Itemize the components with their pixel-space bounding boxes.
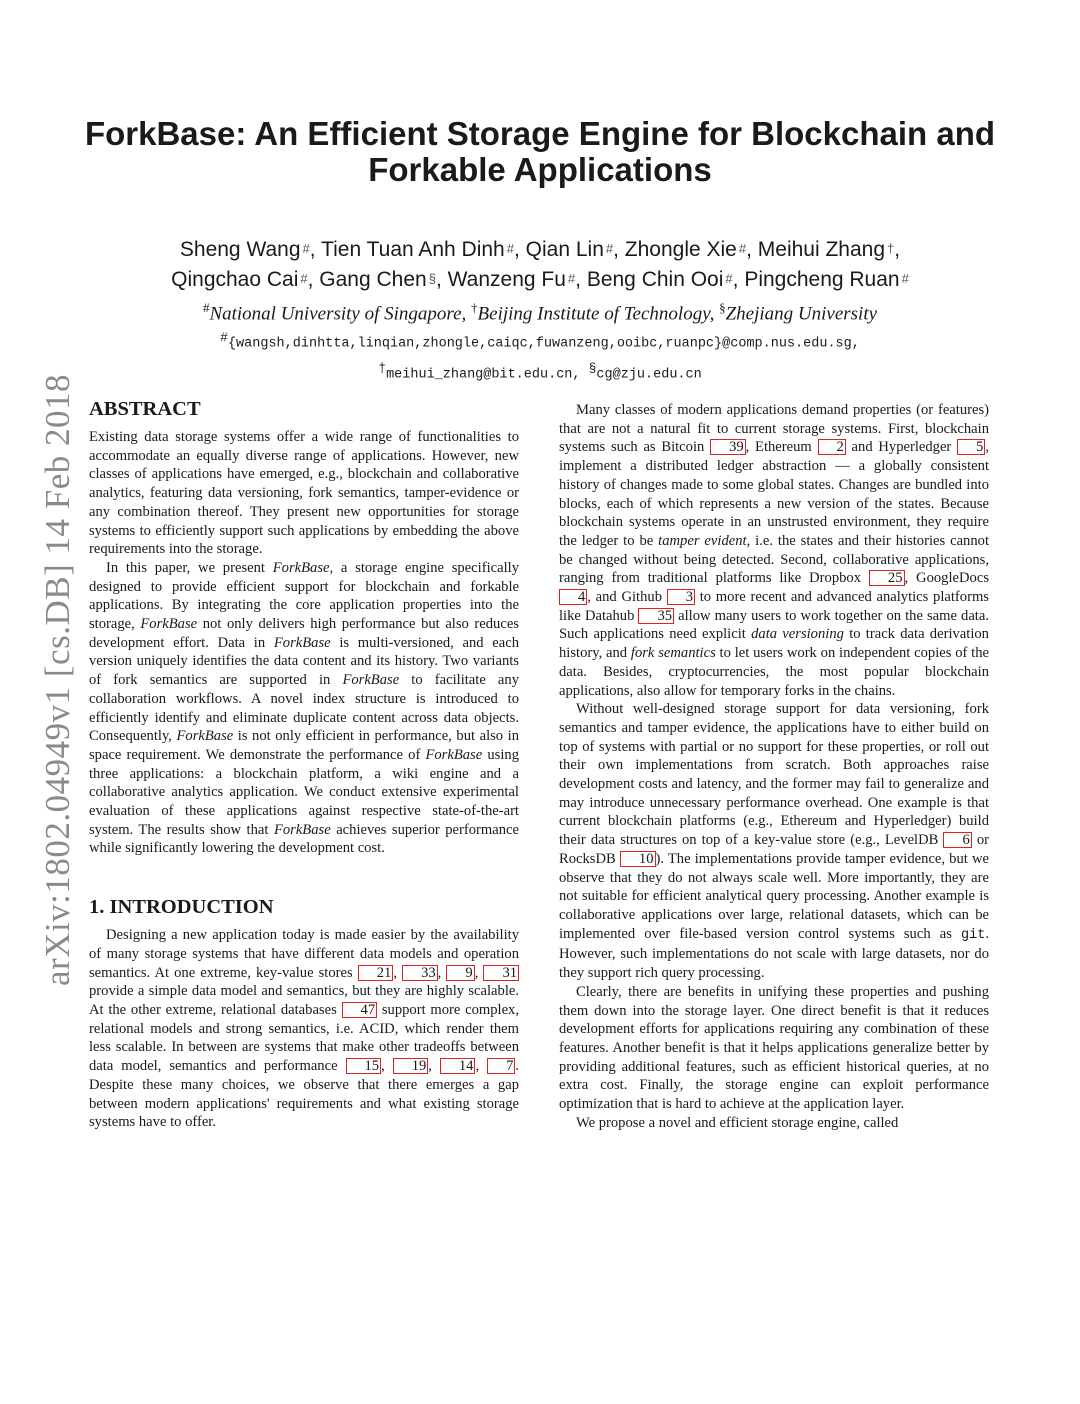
citation-link[interactable]: 7 [487,1058,515,1074]
authors-line-1: Sheng Wang #, Tien Tuan Anh Dinh #, Qian Lin #, Zhongle Xie #, Meihui Zhang †, [179,238,901,261]
citation-link[interactable]: 15 [346,1058,382,1074]
affiliation-mark: § [428,271,436,286]
citation-link[interactable]: 47 [342,1002,378,1018]
citation-link[interactable]: 25 [869,570,905,586]
abstract-heading: ABSTRACT [89,398,201,420]
introduction-paragraph-1: Designing a new application today is made easier by the availability of many storage systems that have different data models and operation semantics. At one extreme, key-value stores 21 , 33 , 9 , 31 provide a simple data model and semantics, but they are highly scalable. At the other extreme, relational databases 47 support more complex, relational models and strong semantics, i.e. ACID, which render them less scalable. In between are systems that make other tradeoffs between data model, semantics and performance 15 , 19 , 14 , 7 . Despite these many choices, we observe that there emerges a gap between modern applications' requirements and what existing storage systems have to offer. [89,927,520,1131]
introduction-heading: 1. INTRODUCTION [89,896,274,919]
italic-term: ForkBase [272,559,330,576]
code-term: git [961,927,986,943]
author-name: Meihui Zhang [757,238,886,261]
affiliation-mark: # [567,271,576,286]
affiliation-mark: † [471,300,478,315]
italic-term: tamper evident [658,532,747,549]
body-paragraph-1: Many classes of modern applications demand properties (or features) that are not a natural fit to current storage systems. First, blockchain systems such as Bitcoin 39 , Ethereum 2 and Hyperledger 5 , implement a distributed ledger abstraction — a globally consistent history of changes made to some global states. Changes are bundled into blocks, each of which represents a new version of the states. Because blockchain systems operate in an unstrusted environment, they require the ledger to be tamper evident, i.e. the states and their histories cannot be changed without being detected. Second, collaborative applications, ranging from traditional platforms like Dropbox 25 , GoogleDocs 4 , and Github 3 to more recent and advanced analytics platforms like Datahub 35 allow many users to work together on the same data. Such applications need explicit data versioning to track data derivation history, and fork semantics to let users work on independent copies of the data. Besides, cryptocurrencies, the most popular blockchain applications, also allow for temporary forks in the chains. [559,402,990,699]
title-line-1: ForkBase: An Efficient Storage Engine for Blockchain and [84,115,996,152]
author-name: Pingcheng Ruan [744,268,900,291]
author-list [60,234,1020,294]
body-paragraph-2: Without well-designed storage support for data versioning, fork semantics and tamper evidence, the applications have to either build on top of systems with partial or no support for these properties, or roll out their own implementations from scratch. Both approaches raise development costs and latency, and the former may fail to generalize and may introduce unnecessary performance overhead. One example is that current blockchain platforms (e.g., Ethereum and Hyperledger) build their data structures on top of a key-value store (e.g., LevelDB 6 or RocksDB 10 ). The implementations provide tamper evidence, but we observe that they do not always scale well. More importantly, they are not suitable for efficient analytical query processing. Another example is collaborative applications over large, relational datasets, which can be implemented over file-based version control systems such as git. However, such implementations do not scale with large datasets, nor do they support rich query processing. [559,701,989,982]
affiliation-mark: † [887,241,895,256]
affiliation-mark: # [300,271,308,286]
affiliation-mark: # [506,241,514,256]
emails-line-2 [60,357,1020,388]
body-paragraph-4: We propose a novel and efficient storage engine, called [576,1114,899,1131]
italic-term: ForkBase [140,616,198,633]
affiliation-name: Zhejiang University [725,303,878,325]
author-name: Tien Tuan Anh Dinh [321,238,505,261]
author-name: Qian Lin [525,238,604,261]
italic-term: ForkBase [273,821,331,838]
email-address[interactable]: cg@zju.edu.cn [596,367,702,382]
italic-term: ForkBase [342,672,400,689]
citation-link[interactable]: 21 [358,965,394,981]
email-address[interactable]: meihui_zhang@bit.edu.cn, [386,367,581,382]
abstract-paragraph-2: In this paper, we present ForkBase, a storage engine specifically designed to provide efficient support for blockchain and forkable applications. By integrating the core application properties into the storage, ForkBase not only delivers high performance but also reduces development effort. Data in ForkBase is multi-versioned, and each version uniquely identifies the data content and its history. Two variants of fork semantics are supported in ForkBase to facilitate any collaboration workflows. A novel index structure is introduced to efficiently identify and eliminate duplicate content across data objects. Consequently, ForkBase is not only efficient in performance, but also in space requirement. We demonstrate the performance of ForkBase using three applications: a blockchain platform, a wiki engine and a collaborative analytics application. We conduct extensive experimental evaluation of these applications against respective state-of-the-art system. The results show that ForkBase achieves superior performance while significantly lowering the development cost. [89,559,520,857]
affiliation-mark: § [719,300,726,315]
email-mark: † [378,360,387,376]
author-name: Zhongle Xie [624,238,737,261]
affiliation-name: National University of Singapore, [209,303,467,325]
citation-link[interactable]: 10 [620,851,656,867]
citation-link[interactable]: 39 [710,439,746,455]
citation-link[interactable]: 31 [483,965,519,981]
emails-line-1 [60,326,1020,357]
citation-link[interactable]: 2 [818,439,846,455]
author-emails [60,326,1020,387]
author-name: Qingchao Cai [171,268,299,291]
italic-term: ForkBase [273,634,331,651]
affiliations [60,296,1020,326]
authors-line-2: Qingchao Cai #, Gang Chen §, Wanzeng Fu #, Beng Chin Ooi #, Pingcheng Ruan # [171,268,909,291]
affiliation-mark: # [605,241,614,256]
citation-link[interactable]: 33 [402,965,438,981]
citation-link[interactable]: 9 [446,965,474,981]
email-group-nus[interactable]: {wangsh,dinhtta,linqian,zhongle,caiqc,fuwanzeng,ooibc,ruanpc}@comp.nus.edu.sg, [227,336,860,352]
abstract-paragraph-1: Existing data storage systems offer a wide range of functionalities to accommodate an equally diverse range of applications. However, new classes of applications have emerged, e.g., blockchain and collaborative analytics, featuring data versioning, fork semantics, tamper-evidence or any combination thereof. They present new opportunities for storage systems to efficiently support such applications by embedding the above requirements into the storage. [89,429,519,558]
author-name: Wanzeng Fu [447,268,566,291]
affiliation-mark: # [302,241,310,256]
paper-title [60,116,1020,188]
citation-link[interactable]: 6 [943,832,971,848]
citation-link[interactable]: 19 [393,1058,429,1074]
right-column [559,401,989,1132]
affiliation-mark: # [738,241,747,256]
citation-link[interactable]: 3 [667,589,695,605]
email-mark: § [588,360,597,376]
italic-term: ForkBase [425,746,483,763]
author-name: Beng Chin Ooi [586,268,724,291]
citation-link[interactable]: 5 [957,439,985,455]
italic-term: data versioning [751,626,844,643]
author-name: Gang Chen [319,268,427,291]
left-column [89,396,519,1132]
title-line-2: Forkable Applications [368,151,712,188]
italic-term: ForkBase [176,728,234,745]
author-name: Sheng Wang [179,238,301,261]
affiliation-mark: # [901,271,909,286]
body-paragraph-3: Clearly, there are benefits in unifying these properties and pushing them down into the storage layer. One direct benefit is that it reduces development efforts for applications requiring any combination of these features. Another benefit is that it helps applications generalize better by providing additional features, such as efficient historical queries, at no extra cost. Finally, the storage engine can exploit performance optimization that is hard to achieve at the application layer. [559,983,989,1113]
citation-link[interactable]: 35 [638,608,674,624]
affiliation-name: Beijing Institute of Technology, [477,303,715,325]
email-mark: # [220,330,228,345]
affiliation-mark: # [725,271,733,286]
italic-term: fork semantics [630,645,716,662]
citation-link[interactable]: 4 [559,589,587,605]
arxiv-identifier-stamp: arXiv:1802.04949v1 [cs.DB] 14 Feb 2018 [38,373,77,987]
citation-link[interactable]: 14 [440,1058,476,1074]
affiliation-mark: # [202,300,210,315]
